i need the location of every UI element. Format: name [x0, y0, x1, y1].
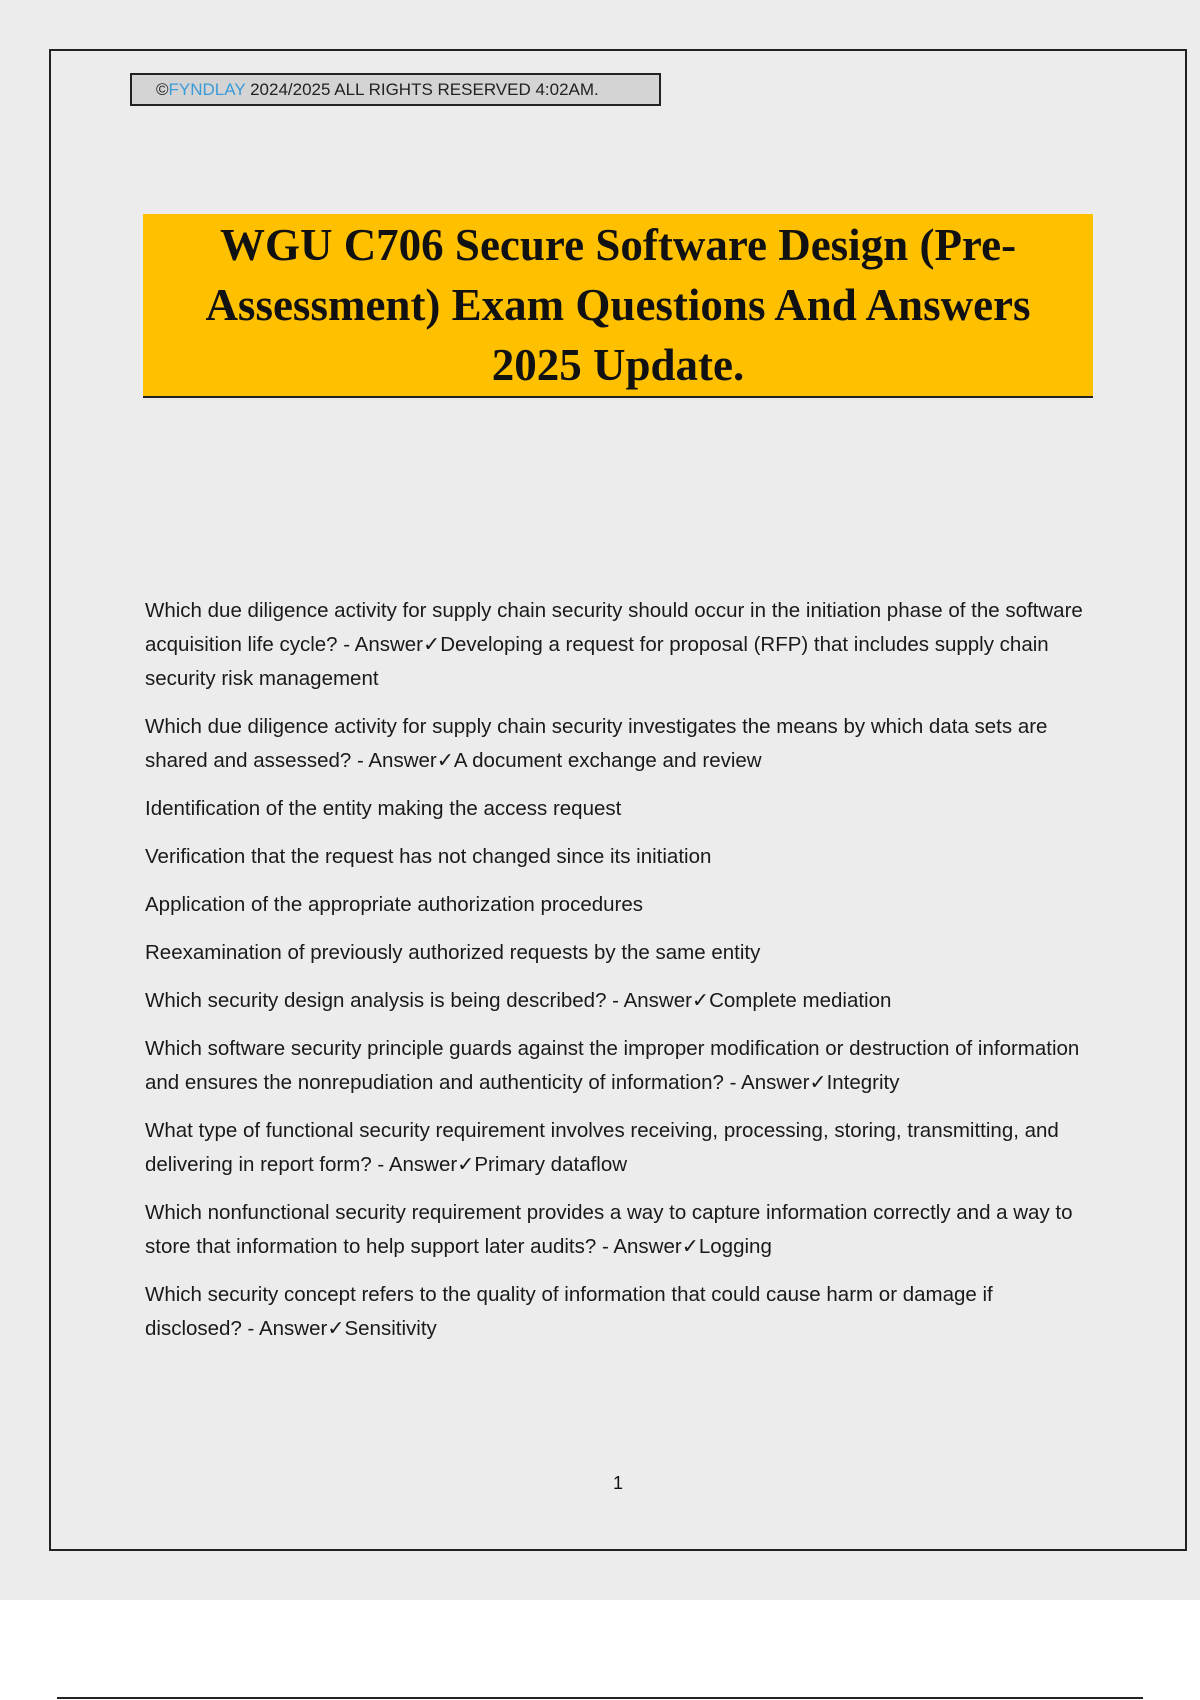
copyright-symbol: © — [156, 80, 169, 99]
document-title: WGU C706 Secure Software Design (Pre-Assessment) Exam Questions And Answers 2025 Update. — [205, 220, 1031, 390]
qa-item: Which security design analysis is being described? - Answer✓Complete mediation — [145, 989, 892, 1012]
qa-item: Which due diligence activity for supply chain security investigates the means by which data sets are shared and assessed? - Answer✓A document exchange and review — [145, 715, 1048, 772]
qa-item: Application of the appropriate authorization procedures — [145, 893, 644, 916]
qa-item: Verification that the request has not changed since its initiation — [145, 845, 712, 868]
rights-text: 2024/2025 ALL RIGHTS RESERVED 4:02AM. — [245, 80, 599, 99]
qa-item: Which security concept refers to the quality of information that could cause harm or damage if disclosed? - Answer✓Sensitivity — [145, 1283, 993, 1340]
qa-item: Which due diligence activity for supply chain security should occur in the initiation phase of the software acquisition life cycle? - Answer✓Developing a request for proposal (RFP) that includes supply chain security risk management — [145, 599, 1083, 690]
qa-item: What type of functional security requirement involves receiving, processing, storing, transmitting, and delivering in report form? - Answer✓Primary dataflow — [145, 1119, 1059, 1176]
copyright-notice — [130, 73, 661, 106]
title-banner — [143, 214, 1093, 398]
qa-item: Reexamination of previously authorized requests by the same entity — [145, 941, 761, 964]
divider — [57, 1697, 1143, 1699]
qa-item: Which software security principle guards against the improper modification or destruction of information and ensures the nonrepudiation and authenticity of information? - Answer✓Integrity — [145, 1037, 1080, 1094]
qa-item: Which nonfunctional security requirement provides a way to capture information correctly and a way to store that information to help support later audits? - Answer✓Logging — [145, 1201, 1073, 1258]
page-number: 1 — [612, 1473, 623, 1493]
qa-item: Identification of the entity making the access request — [145, 797, 622, 820]
brand-name: FYNDLAY — [168, 80, 246, 99]
qa-list — [145, 594, 1095, 1360]
